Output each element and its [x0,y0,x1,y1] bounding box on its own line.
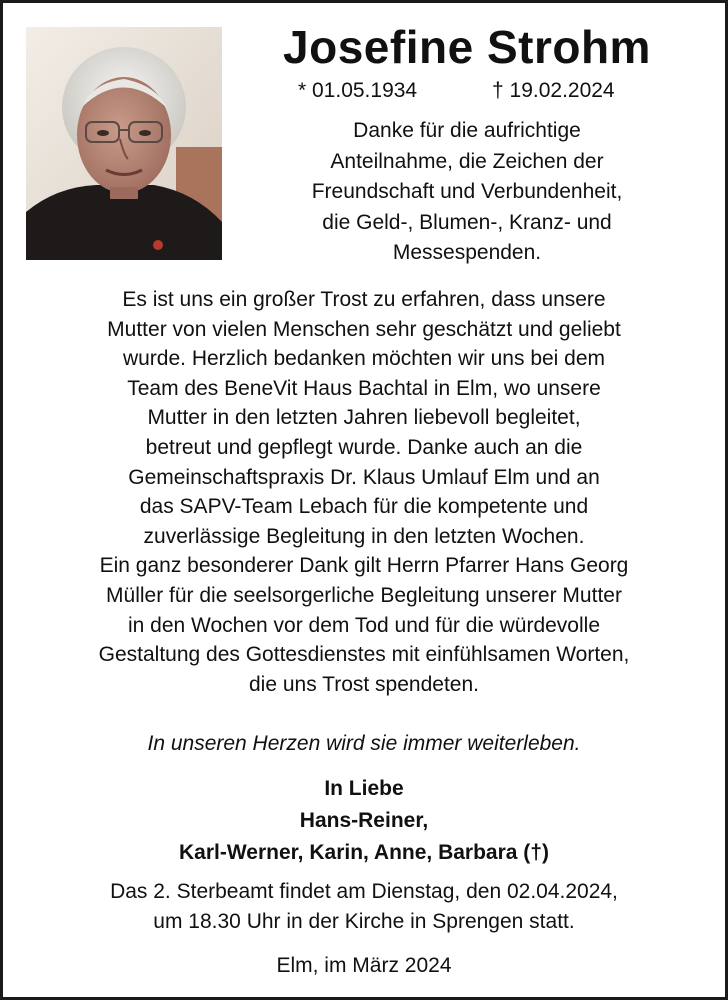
portrait-photo [26,27,222,260]
body-line: Team des BeneVit Haus Bachtal in Elm, wo unsere [127,376,601,400]
intro-line: Danke für die aufrichtige [353,119,581,142]
body-text [14,285,714,699]
body-line: Müller für die seelsorgerliche Begleitung unserer Mutter [106,583,622,607]
signoff-line: Hans-Reiner, [299,809,429,832]
intro-line: die Geld-, Blumen-, Kranz- und [322,210,612,234]
life-dates [236,76,698,106]
deceased-name: Josefine Strohm [283,21,651,73]
intro-line: Messespenden. [392,241,542,264]
death-date: † 19.02.2024 [492,79,615,102]
body-line: Gemeinschaftspraxis Dr. Klaus Umlauf Elm und an [128,465,600,489]
body-line: in den Wochen vor dem Tod und für die würdevolle [127,613,600,637]
body-line: Ein ganz besonderer Dank gilt Herrn Pfarrer Hans Georg [99,554,629,578]
service-line: Das 2. Sterbeamt findet am Dienstag, den 02.04.2024, [110,880,618,903]
body-line: wurde. Herzlich bedanken möchten wir uns bei dem [122,347,606,371]
signoff-line: In Liebe [324,777,404,800]
body-line: betreut und gepflegt wurde. Danke auch an die [145,435,583,459]
signoff [14,773,714,869]
intro-line: Freundschaft und Verbundenheit, [311,180,623,203]
signoff-line: Karl-Werner, Karin, Anne, Barbara (†) [179,841,549,864]
body-line: Es ist uns ein großer Trost zu erfahren, dass unsere [122,288,606,311]
place-date: Elm, im März 2024 [276,954,452,977]
intro-text [236,116,698,269]
motto: In unseren Herzen wird sie immer weiterleben. [147,732,581,755]
body-line: Mutter in den letzten Jahren liebevoll begleitet, [147,406,581,430]
service-line: um 18.30 Uhr in der Kirche in Sprengen statt. [153,910,575,933]
body-line: zuverlässige Begleitung in den letzten Wochen. [143,524,585,548]
intro-line: Anteilnahme, die Zeichen der [330,149,604,173]
birth-date: * 01.05.1934 [298,79,418,102]
service-announcement [14,877,714,937]
body-line: Mutter von vielen Menschen sehr geschätzt und geliebt [107,317,621,341]
body-line: das SAPV-Team Lebach für die kompetente und [139,495,589,519]
body-line: Gestaltung des Gottesdienstes mit einfühlsamen Worten, [98,643,630,667]
body-line: die uns Trost spendeten. [249,672,479,696]
